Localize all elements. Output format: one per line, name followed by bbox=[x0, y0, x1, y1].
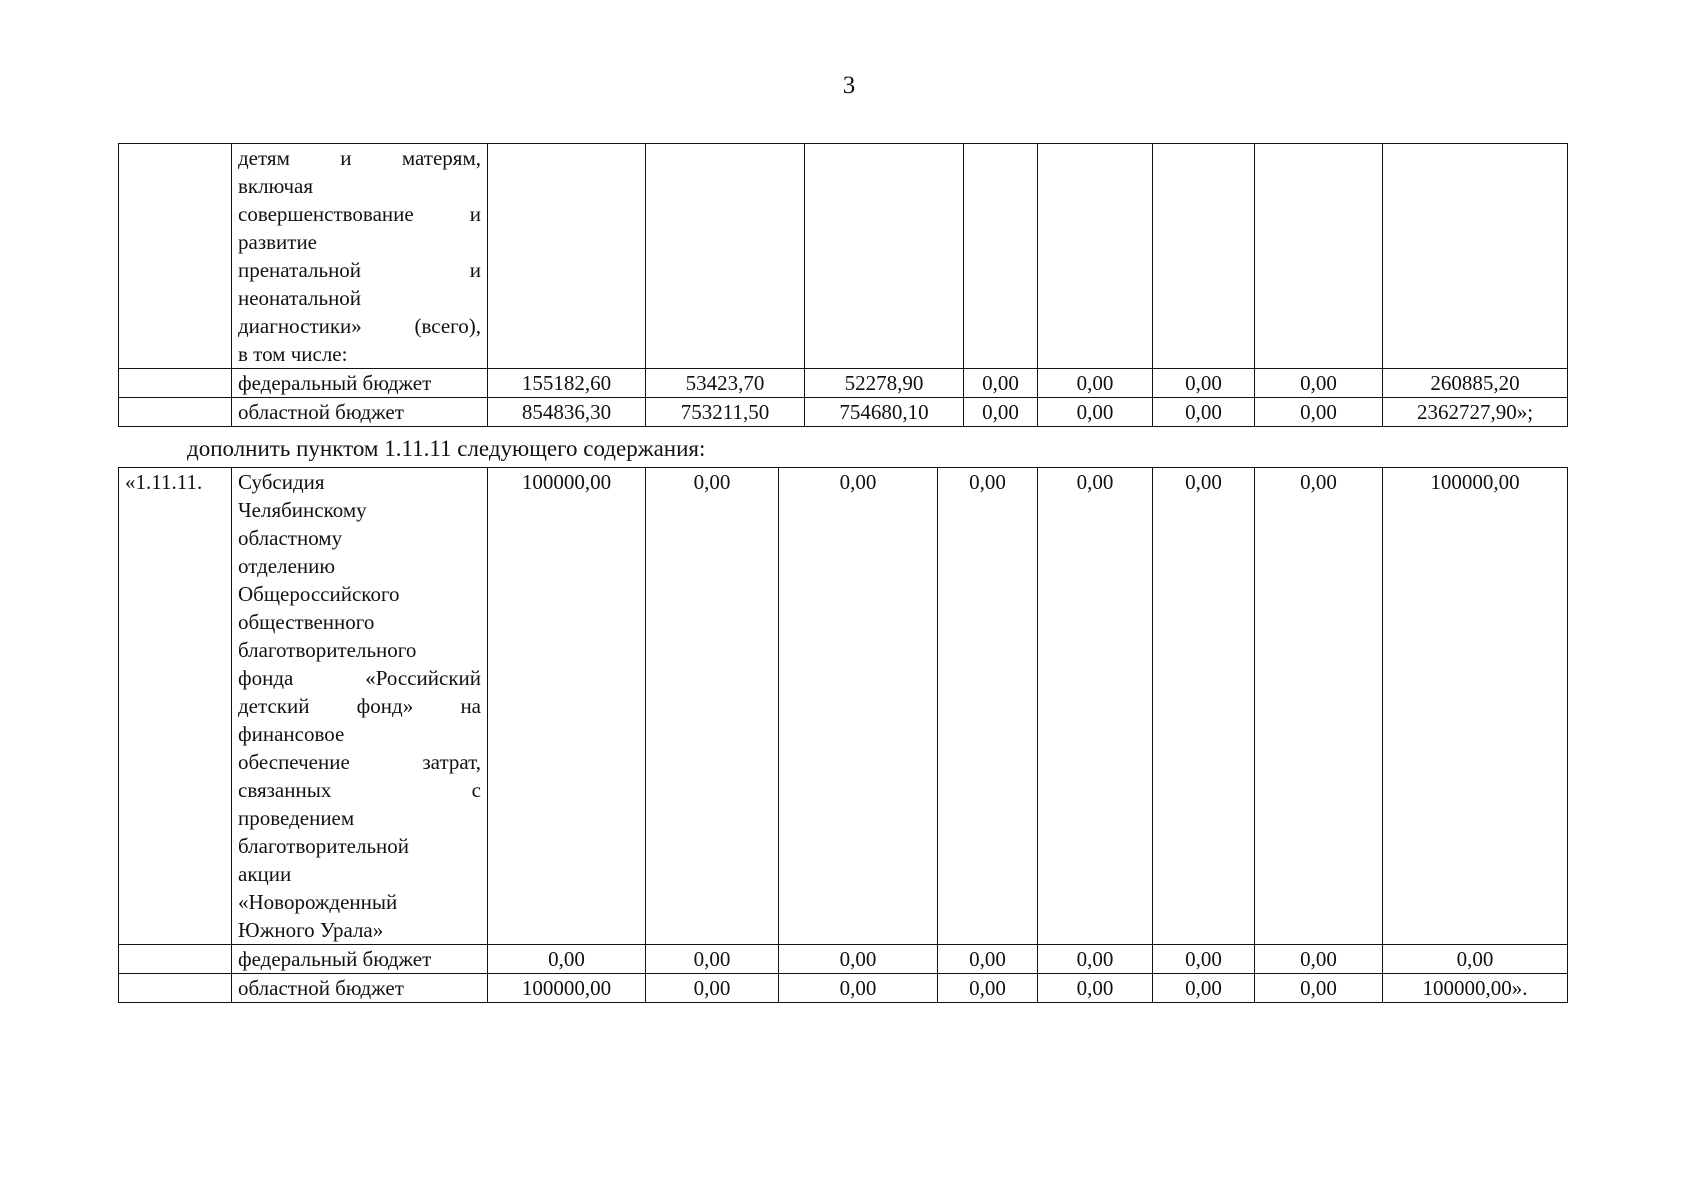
value-cell: 0,00 bbox=[1038, 974, 1153, 1003]
value-cell: 0,00 bbox=[1153, 398, 1255, 427]
description-line: связанных с bbox=[238, 778, 481, 802]
value-cell: 100000,00 bbox=[488, 974, 646, 1003]
value-cell: 0,00 bbox=[1038, 945, 1153, 974]
description-line: благотворительного bbox=[238, 638, 417, 662]
description-line: пренатальной и bbox=[238, 258, 481, 282]
code-cell bbox=[119, 945, 232, 974]
value-cell bbox=[1255, 144, 1383, 369]
value-cell bbox=[964, 144, 1038, 369]
description-cell bbox=[232, 468, 488, 945]
value-cell: 0,00 bbox=[488, 945, 646, 974]
table-row-federal-budget bbox=[119, 369, 1568, 398]
value-cell: 0,00 bbox=[1153, 369, 1255, 398]
description-line: диагностики» (всего), bbox=[238, 314, 481, 338]
value-cell bbox=[488, 144, 646, 369]
description-line: совершенствование и bbox=[238, 202, 481, 226]
value-cell bbox=[1038, 144, 1153, 369]
value-cell: 0,00 bbox=[1038, 369, 1153, 398]
description-line: благотворительной bbox=[238, 834, 409, 858]
description-line: детям и матерям, bbox=[238, 146, 481, 170]
value-cell: 0,00 bbox=[1255, 974, 1383, 1003]
table-row bbox=[119, 144, 1568, 369]
value-cell: 52278,90 bbox=[805, 369, 964, 398]
value-cell: 854836,30 bbox=[488, 398, 646, 427]
description-line: «Новорожденный bbox=[238, 890, 398, 914]
budget-label: областной бюджет bbox=[232, 974, 488, 1003]
value-cell: 260885,20 bbox=[1383, 369, 1568, 398]
budget-label: федеральный бюджет bbox=[232, 369, 488, 398]
description-line: Южного Урала» bbox=[238, 918, 384, 942]
description-line: проведением bbox=[238, 806, 355, 830]
value-cell bbox=[805, 144, 964, 369]
code-cell bbox=[119, 398, 232, 427]
value-cell: 100000,00 bbox=[1383, 468, 1568, 945]
value-cell bbox=[646, 144, 805, 369]
value-cell: 2362727,90»; bbox=[1383, 398, 1568, 427]
description-line: фонда «Российский bbox=[238, 666, 481, 690]
value-cell: 0,00 bbox=[779, 974, 938, 1003]
code-cell bbox=[119, 144, 232, 369]
description-line: неонатальной bbox=[238, 286, 362, 310]
value-cell: 0,00 bbox=[646, 945, 779, 974]
description-line: финансовое bbox=[238, 722, 345, 746]
value-cell: 0,00 bbox=[938, 945, 1038, 974]
description-line: общественного bbox=[238, 610, 375, 634]
value-cell: 0,00 bbox=[646, 468, 779, 945]
value-cell: 0,00 bbox=[1255, 945, 1383, 974]
value-cell: 0,00 bbox=[1255, 369, 1383, 398]
budget-table-continuation bbox=[118, 143, 1568, 427]
description-line: акции bbox=[238, 862, 292, 886]
budget-label: федеральный бюджет bbox=[232, 945, 488, 974]
value-cell: 0,00 bbox=[1038, 398, 1153, 427]
table-row bbox=[119, 468, 1568, 945]
page-number: 3 bbox=[842, 72, 856, 99]
value-cell: 100000,00 bbox=[488, 468, 646, 945]
description-line: отделению bbox=[238, 554, 336, 578]
value-cell: 0,00 bbox=[646, 974, 779, 1003]
item-code: «1.11.11. bbox=[119, 468, 232, 945]
value-cell: 0,00 bbox=[779, 468, 938, 945]
value-cell: 0,00 bbox=[938, 468, 1038, 945]
value-cell: 0,00 bbox=[1153, 974, 1255, 1003]
description-line: Общероссийского bbox=[238, 582, 400, 606]
value-cell: 0,00 bbox=[1383, 945, 1568, 974]
description-line: детский фонд» на bbox=[238, 694, 481, 718]
value-cell: 0,00 bbox=[964, 398, 1038, 427]
description-line: включая bbox=[238, 174, 314, 198]
description-line: Челябинскому bbox=[238, 498, 367, 522]
value-cell: 753211,50 bbox=[646, 398, 805, 427]
table-row-regional-budget bbox=[119, 398, 1568, 427]
value-cell: 0,00 bbox=[964, 369, 1038, 398]
description-line: развитие bbox=[238, 230, 318, 254]
code-cell bbox=[119, 974, 232, 1003]
description-line: в том числе: bbox=[238, 342, 348, 366]
table-row-federal-budget bbox=[119, 945, 1568, 974]
value-cell: 100000,00». bbox=[1383, 974, 1568, 1003]
value-cell: 0,00 bbox=[1255, 398, 1383, 427]
amendment-instruction: дополнить пунктом 1.11.11 следующего содержания: bbox=[187, 436, 706, 461]
value-cell: 0,00 bbox=[938, 974, 1038, 1003]
value-cell: 155182,60 bbox=[488, 369, 646, 398]
value-cell: 754680,10 bbox=[805, 398, 964, 427]
value-cell: 0,00 bbox=[1038, 468, 1153, 945]
budget-label: областной бюджет bbox=[232, 398, 488, 427]
budget-table-new-item bbox=[118, 467, 1568, 1003]
code-cell bbox=[119, 369, 232, 398]
description-line: Субсидия bbox=[238, 470, 325, 494]
table-row-regional-budget bbox=[119, 974, 1568, 1003]
description-cell bbox=[232, 144, 488, 369]
value-cell: 0,00 bbox=[1153, 468, 1255, 945]
value-cell bbox=[1153, 144, 1255, 369]
value-cell: 0,00 bbox=[1255, 468, 1383, 945]
value-cell: 0,00 bbox=[1153, 945, 1255, 974]
value-cell: 0,00 bbox=[779, 945, 938, 974]
description-line: обеспечение затрат, bbox=[238, 750, 481, 774]
value-cell: 53423,70 bbox=[646, 369, 805, 398]
value-cell bbox=[1383, 144, 1568, 369]
description-line: областному bbox=[238, 526, 343, 550]
